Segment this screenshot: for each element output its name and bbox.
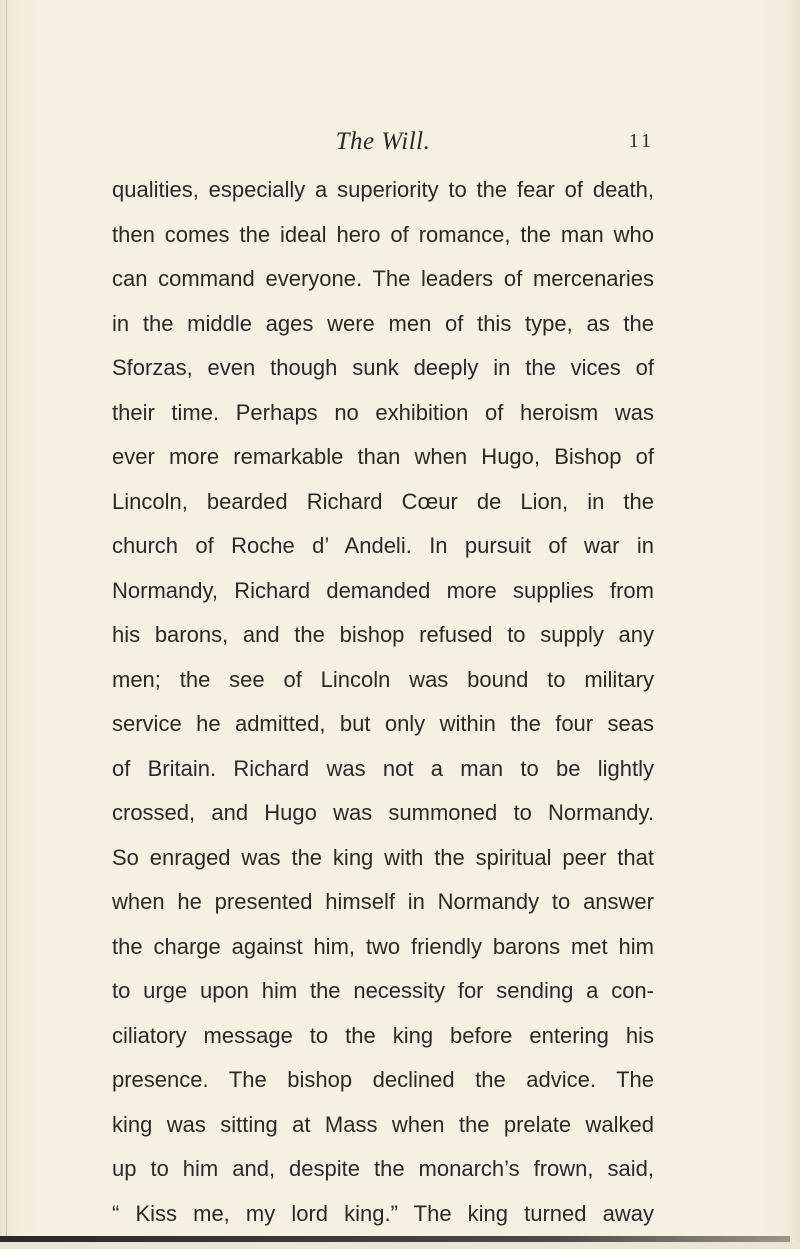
text-line: ciliatory message to the king before entering his [112, 1022, 654, 1048]
running-title: The Will. [335, 128, 431, 155]
text-line: king was sitting at Mass when the prelate walked [112, 1111, 654, 1137]
text-line: Sforzas, even though sunk deeply in the vices of [112, 355, 654, 380]
text-line: So enraged was the king with the spiritual peer that [112, 844, 654, 870]
text-line: Normandy, Richard demanded more supplies from [112, 577, 654, 603]
text-line: service he admitted, but only within the four seas [112, 711, 654, 736]
page-header [112, 128, 654, 162]
text-line: ever more remarkable than when Hugo, Bishop of [112, 444, 654, 469]
text-line: Lincoln, bearded Richard Cœur de Lion, in the [112, 488, 654, 514]
text-line: can command everyone. The leaders of mercenaries [112, 266, 654, 291]
text-line: “ Kiss me, my lord king.” The king turned away [112, 1200, 654, 1226]
text-line: to urge upon him the necessity for sending a con- [112, 978, 654, 1003]
text-line: men; the see of Lincoln was bound to military [112, 666, 654, 692]
text-line: up to him and, despite the monarch’s frown, said, [112, 1156, 654, 1181]
text-line: his barons, and the bishop refused to supply any [112, 622, 654, 647]
text-line: crossed, and Hugo was summoned to Normandy. [112, 800, 654, 825]
text-line: the charge against him, two friendly barons met him [112, 933, 654, 959]
text-line: presence. The bishop declined the advice. The [112, 1067, 654, 1092]
page-number: 11 [628, 130, 654, 152]
binding-edge [6, 0, 7, 1249]
text-line: qualities, especially a superiority to the fear of death, [112, 177, 654, 202]
text-line: church of Roche d’ Andeli. In pursuit of war in [112, 533, 654, 558]
text-line: their time. Perhaps no exhibition of heroism was [112, 399, 654, 425]
text-line: when he presented himself in Normandy to answer [112, 889, 654, 914]
text-line: then comes the ideal hero of romance, the man who [112, 221, 654, 247]
text-line: in the middle ages were men of this type, as the [112, 310, 654, 336]
page-bottom-margin [0, 1242, 800, 1249]
text-line: of Britain. Richard was not a man to be lightly [112, 755, 654, 781]
body-text [112, 168, 654, 1236]
